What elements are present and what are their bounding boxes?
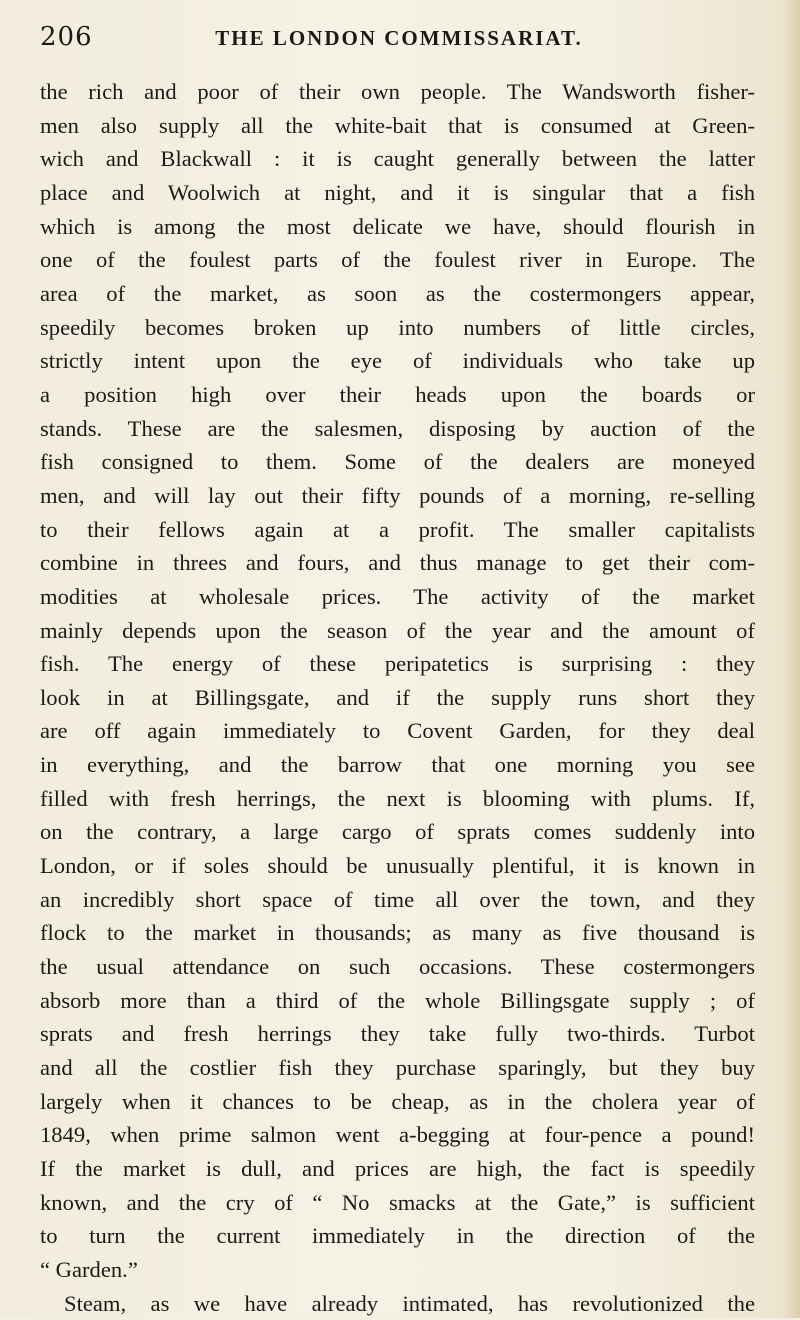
- text-line: stands. These are the salesmen, disposing by auction of the: [40, 415, 755, 441]
- text-line: wich and Blackwall : it is caught generally between the latter: [40, 146, 755, 172]
- page-header: [40, 22, 758, 56]
- text-line: and all the costlier fish they purchase sparingly, but they buy: [40, 1055, 755, 1081]
- text-line: fish consigned to them. Some of the dealers are moneyed: [40, 449, 755, 475]
- text-line: to turn the current immediately in the direction of the: [40, 1223, 755, 1249]
- text-line: largely when it chances to be cheap, as in the cholera year of: [40, 1088, 755, 1114]
- text-line: in everything, and the barrow that one morning you see: [40, 752, 755, 778]
- text-line: London, or if soles should be unusually plentiful, it is known in: [40, 853, 755, 879]
- text-line: are off again immediately to Covent Garden, for they deal: [40, 718, 755, 744]
- text-line: flock to the market in thousands; as many as five thousand is: [40, 920, 755, 946]
- page-edge-shadow: [782, 0, 800, 1318]
- text-line: a position high over their heads upon the boards or: [40, 381, 755, 407]
- body-text: [40, 75, 755, 1320]
- page-number: 206: [40, 22, 93, 52]
- text-line: place and Woolwich at night, and it is singular that a fish: [40, 179, 755, 205]
- text-line: the usual attendance on such occasions. These costermongers: [40, 954, 755, 980]
- text-line: an incredibly short space of time all over the town, and they: [40, 886, 755, 912]
- text-line: Steam, as we have already intimated, has revolutionized the: [64, 1290, 755, 1316]
- text-line: combine in threes and fours, and thus manage to get their com-: [40, 550, 755, 576]
- text-line: to their fellows again at a profit. The smaller capitalists: [40, 516, 755, 542]
- text-line: men also supply all the white-bait that is consumed at Green-: [40, 112, 755, 138]
- text-line: If the market is dull, and prices are high, the fact is speedily: [40, 1156, 755, 1181]
- text-line: mainly depends upon the season of the year and the amount of: [40, 617, 755, 643]
- text-line: on the contrary, a large cargo of sprats comes suddenly into: [40, 819, 755, 845]
- text-line: which is among the most delicate we have, should flourish in: [40, 213, 755, 239]
- text-line: look in at Billingsgate, and if the supply runs short they: [40, 684, 755, 710]
- text-line: fish. The energy of these peripatetics is surprising : they: [40, 651, 755, 677]
- text-line: men, and will lay out their fifty pounds of a morning, re-selling: [40, 482, 755, 508]
- text-line: filled with fresh herrings, the next is blooming with plums. If,: [40, 785, 755, 811]
- text-line: speedily becomes broken up into numbers of little circles,: [40, 314, 755, 340]
- text-line: area of the market, as soon as the costermongers appear,: [40, 280, 755, 306]
- running-head: THE LONDON COMMISSARIAT.: [215, 26, 583, 50]
- text-line: strictly intent upon the eye of individuals who take up: [40, 348, 755, 374]
- text-line: modities at wholesale prices. The activity of the market: [40, 583, 755, 609]
- text-line: sprats and fresh herrings they take fully two-thirds. Turbot: [40, 1021, 755, 1047]
- text-line: the rich and poor of their own people. The Wandsworth fisher-: [40, 79, 755, 104]
- text-line: one of the foulest parts of the foulest river in Europe. The: [40, 247, 755, 273]
- text-line: “ Garden.”: [40, 1256, 138, 1282]
- text-line: known, and the cry of “ No smacks at the Gate,” is sufficient: [40, 1189, 755, 1215]
- text-line: 1849, when prime salmon went a-begging at four-pence a pound!: [40, 1122, 755, 1148]
- text-line: absorb more than a third of the whole Billingsgate supply ; of: [40, 987, 755, 1013]
